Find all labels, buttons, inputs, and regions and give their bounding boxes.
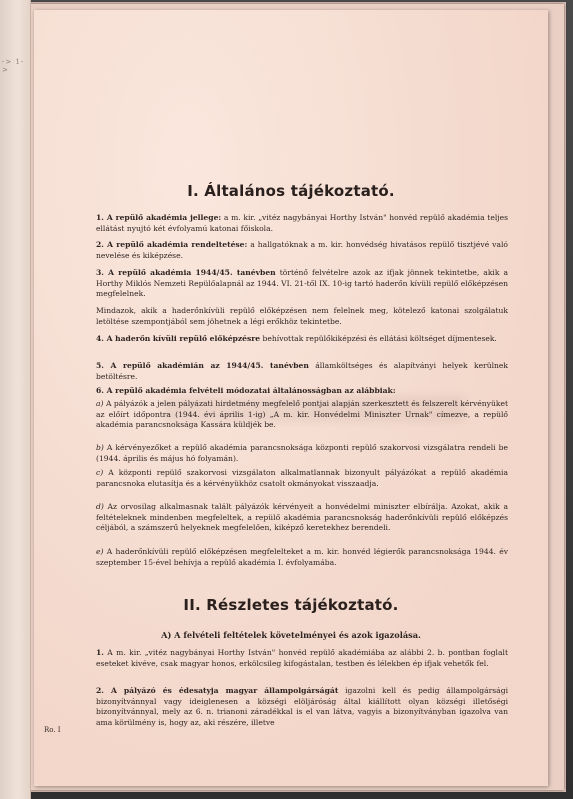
paragraph-text: igazolni kell és pedig állampolgársági bizonyítvánnyal vagy ideiglenesen a községi elöljáróság által kiállított olyan községi illetőségi bizonyítvánnyal, mely az 6. n. trianoni záradékkal is el van látva, vagyis a bizonyítványban igazolva van ama körülmény is, hogy az, aki részére, illetve [96, 686, 508, 727]
page-footer-mark: Ro. I [44, 726, 61, 734]
paragraph-text: behívottak repülőkiképzési és ellátási költséget díjmentesek. [260, 334, 497, 343]
section-2-title: II. Részletes tájékoztató. [183, 596, 399, 614]
paragraph-lead: 3. A repülő akadémia 1944/45. tanévben [96, 268, 276, 277]
document-page [34, 10, 548, 786]
paragraph-text: történő felvételre azok az ifjak jönnek tekintetbe, akik a Horthy Miklós Nemzeti Repülőalapnál az 1944. VI. 21-től IX. 10-ig tartó haderőn kívüli repülő előképzésen megfelelnek. [96, 268, 508, 299]
detail-paragraph-2 [96, 686, 508, 728]
paragraph-text: A m. kir. „vitéz nagybányai Horthy István" honvéd repülő akadémiába az alábbi 2. b. pontban foglalt eseteket kivéve, csak magyar honos, erkölcsileg kifogástalan, testben és lélekben ép ifjak vehetők fel. [96, 648, 508, 668]
paragraph-lead: 1. A repülő akadémia jellege: [96, 213, 222, 222]
paragraph-lead: 4. A haderőn kívüli repülő előképzésre [96, 334, 261, 343]
subparagraph-text: Az orvosilag alkalmasnak talált pályázók kérvényeit a honvédelmi miniszter elbírálja. Azokat, akik a feltételeknek mindenben megfeleltek, a repülő akadémia parancsnokság haderőnkívüli repülő előképzés céljából, a számszerű helyeknek megfelelően, kiképző keretekhez berendeli. [96, 502, 508, 533]
section-2-subtitle: A) A felvételi feltételek követelményei és azok igazolása. [161, 630, 421, 640]
paragraph-6 [96, 386, 508, 397]
paragraph-lead: 5. A repülő akadémián az 1944/45. tanévben [96, 361, 309, 370]
paragraph-4 [96, 334, 508, 345]
subparagraph-mark: a) [96, 399, 104, 408]
paragraph-text: államköltséges és alapítványi helyek kerülnek betöltésre. [96, 361, 508, 381]
paragraph-3 [96, 268, 508, 300]
paragraph-text: a m. kir. „vitéz nagybányai Horthy István" honvéd repülő akadémia teljes ellátást nyujtó két évfolyamú katonai főiskola. [96, 213, 509, 233]
paragraph-1 [96, 213, 508, 234]
subparagraph-text: A kérvényezőket a repülő akadémia parancsnoksága központi repülő szakorvosi vizsgálatra rendeli be (1944. április és május hó folyamán). [96, 443, 508, 463]
subparagraph-text: A központi repülő szakorvosi vizsgálaton alkalmatlannak bizonyult pályázókat a repülő akadémia parancsnoka elutasítja és a kérvényükhöz csatolt okmányokat visszaadja. [96, 468, 509, 488]
paragraph-text: Mindazok, akik a haderőnkívüli repülő előképzésen nem felelnek meg, kötelező katonai szolgálatuk letöltése szempontjából sem jöhetnek a légi erőkhöz tekintetbe. [96, 306, 508, 326]
paragraph-lead: 6. A repülő akadémia felvételi módozatai általánosságban az alábbiak: [96, 386, 396, 395]
paragraph-2 [96, 240, 508, 261]
paragraph-3b [96, 306, 508, 327]
spine-mark: -> 1-> [2, 58, 25, 74]
paragraph-5 [96, 361, 508, 382]
subparagraph-mark: d) [96, 502, 104, 511]
subparagraph-text: A haderőnkívüli repülő előképzésen megfelelteket a m. kir. honvéd légierők parancsnoksága 1944. év szeptember 15-ével behívja a repülő akadémia I. évfolyamába. [96, 547, 508, 567]
subparagraph-mark: b) [96, 443, 104, 452]
paragraph-lead: 1. [96, 648, 104, 657]
detail-paragraph-1 [96, 648, 508, 669]
subparagraph-c [96, 468, 508, 489]
subparagraph-e [96, 547, 508, 568]
subparagraph-mark: c) [96, 468, 104, 477]
section-1-title: I. Általános tájékoztató. [187, 182, 395, 200]
paragraph-lead: 2. A pályázó és édesatyja magyar állampolgárságát [96, 686, 339, 695]
subparagraph-mark: e) [96, 547, 104, 556]
subparagraph-a [96, 399, 508, 431]
binding-spine [0, 0, 31, 799]
subparagraph-b [96, 443, 508, 464]
subparagraph-d [96, 502, 508, 534]
paragraph-lead: 2. A repülő akadémia rendeltetése: [96, 240, 248, 249]
subparagraph-text: A pályázók a jelen pályázati hirdetmény megfelelő pontjai alapján szerkesztett és felszerelt kérvényüket az előírt időpontra (1944. évi április 1-ig) „A m. kir. Honvédelmi Miniszter Urnak" címezve, a repülő akadémia parancsnoksága Kassára küldjék be. [96, 399, 508, 430]
paragraph-text: a hallgatóknak a m. kir. honvédség hivatásos repülő tisztjévé való nevelése és kiképzése. [96, 240, 508, 260]
